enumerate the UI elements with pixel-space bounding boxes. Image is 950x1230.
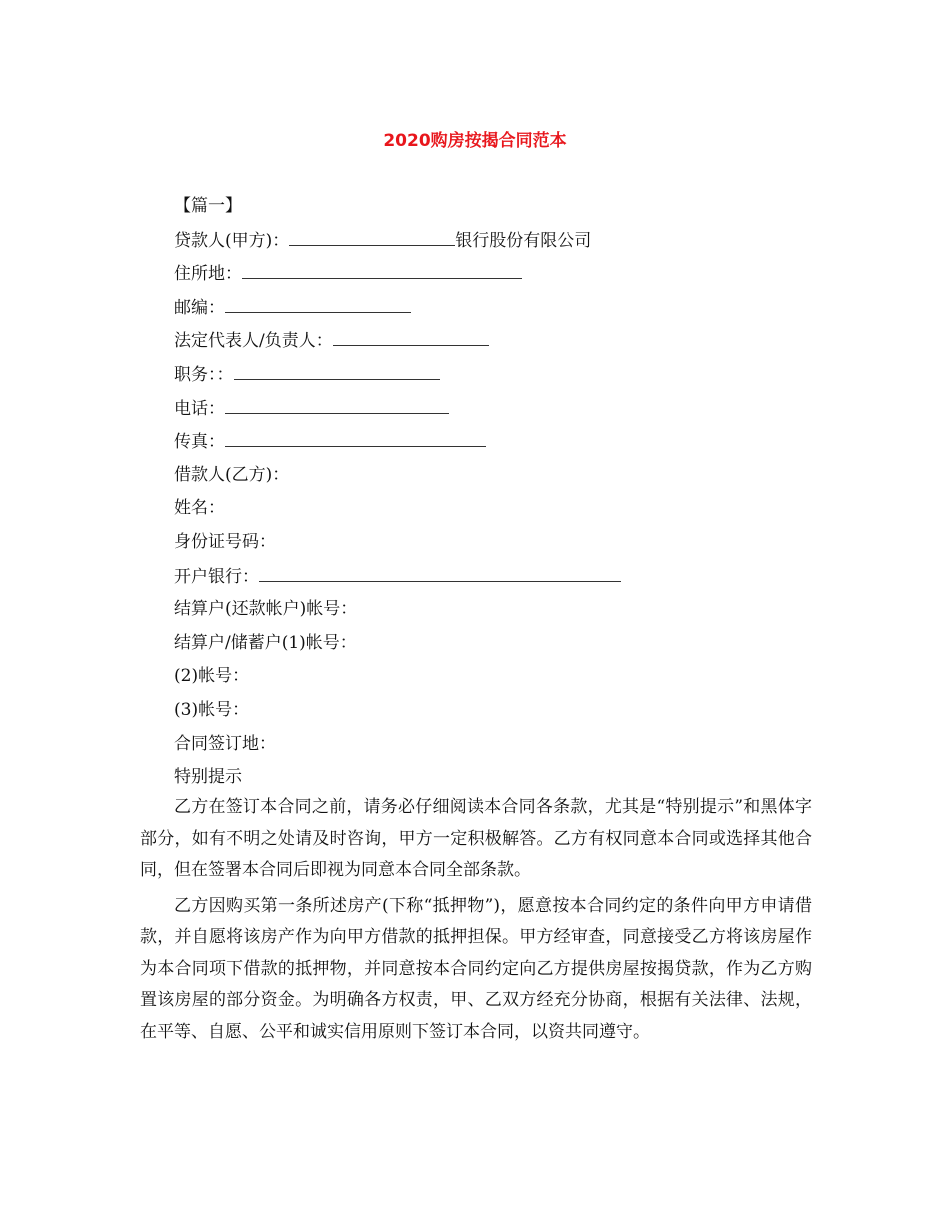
phone-label: 电话：: [174, 398, 225, 419]
address-label: 住所地：: [174, 264, 242, 285]
address-blank: [242, 257, 522, 279]
legal-rep-blank: [333, 324, 489, 346]
bank-blank: [259, 560, 621, 582]
settlement-account-label: 结算户(还款帐户)帐号：: [174, 599, 358, 620]
lender-label: 贷款人(甲方)：: [174, 230, 290, 251]
postcode-blank: [225, 291, 411, 313]
account-3-label: (3)帐号：: [174, 699, 250, 720]
signing-place-label: 合同签订地：: [174, 733, 276, 754]
contract-fields: [174, 190, 834, 795]
paragraph-1: 乙方在签订本合同之前，请务必仔细阅读本合同各条款，尤其是“特别提示”和黑体字部分，如有不明之处请及时咨询，甲方一定积极解答。乙方有权同意本合同或选择其他合同，但在签署本合同后即视为同意本合同全部条款。: [140, 797, 812, 880]
name-label: 姓名：: [174, 498, 225, 519]
position-field: [174, 358, 834, 392]
borrower-label: 借款人(乙方)：: [174, 464, 290, 485]
address-field: [174, 257, 834, 291]
paragraph-2: 乙方因购买第一条所述房产(下称“抵押物”)，愿意按本合同约定的条件向甲方申请借款，并自愿将该房产作为向甲方借款的抵押担保。甲方经审查，同意接受乙方将该房屋作为本合同项下借款的抵押物，并同意按本合同约定向乙方提供房屋按揭贷款，作为乙方购置该房屋的部分资金。为明确各方权责，甲、乙双方经充分协商，根据有关法律、法规，在平等、自愿、公平和诚实信用原则下签订本合同，以资共同遵守。: [140, 895, 812, 1042]
fax-field: [174, 425, 834, 459]
fax-blank: [225, 425, 486, 447]
bank-label: 开户银行：: [174, 566, 259, 587]
postcode-label: 邮编：: [174, 297, 225, 318]
section-heading: 【篇一】: [174, 196, 242, 216]
postcode-field: [174, 291, 834, 325]
document-title: 2020购房按揭合同范本: [383, 131, 567, 151]
phone-field: [174, 392, 834, 426]
lender-blank: [289, 224, 455, 246]
position-blank: [234, 358, 440, 380]
legal-rep-label: 法定代表人/负责人：: [174, 331, 333, 352]
bank-field: [174, 560, 834, 594]
lender-field: [174, 224, 834, 258]
special-notice-heading: 特别提示: [174, 767, 242, 788]
account-2-label: (2)帐号：: [174, 666, 250, 687]
savings-account-1-label: 结算户/储蓄户(1)帐号：: [174, 632, 357, 653]
lender-suffix: 银行股份有限公司: [455, 230, 592, 251]
phone-blank: [225, 392, 449, 414]
legal-rep-field: [174, 324, 834, 358]
position-label: 职务：：: [174, 364, 234, 385]
contract-body: [140, 792, 812, 1052]
fax-label: 传真：: [174, 432, 225, 453]
id-number-label: 身份证号码：: [174, 531, 276, 552]
